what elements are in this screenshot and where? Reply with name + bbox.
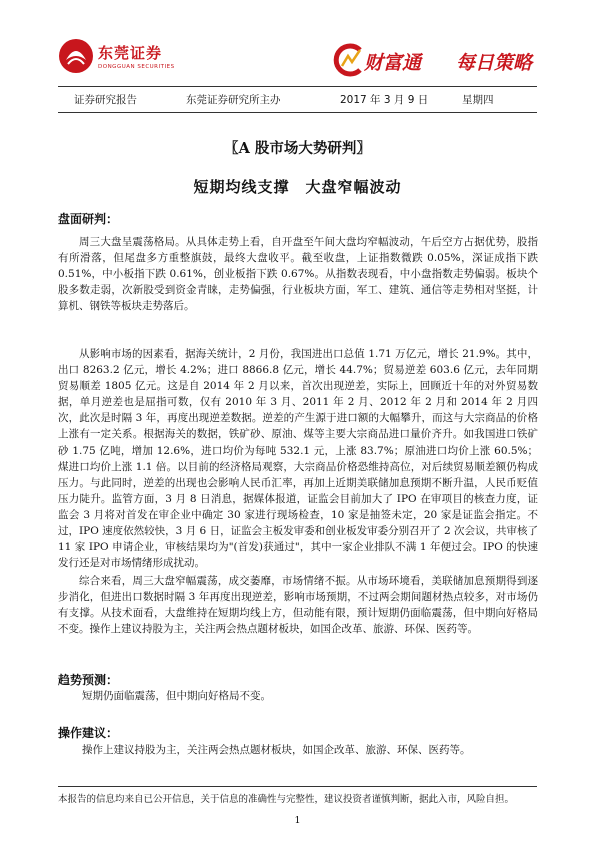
review-paragraph-3: 综合来看，周三大盘窄幅震荡，成交萎靡，市场情绪不振。从市场环境看，美联储加息预期得到逐步消化，但进出口数据时隔 3 年再度出现逆差，影响市场预期，不过两会期间题材热点较多，对市场仍有支撑。从技术面看，大盘维持在短期均线上方，但动能有限，预计短期仍面临震荡，但中期向好格局不变。操作上建议持股为主，关注两会热点题材板块，如国企改革、旅游、环保、医药等。 — [58, 575, 538, 636]
caifutong-daily-logo — [330, 42, 533, 82]
report-type: 证券研究报告 — [74, 94, 137, 106]
header-top-rule — [58, 86, 537, 87]
dongguan-securities-logo — [58, 38, 198, 78]
company-emblem-icon — [58, 38, 94, 74]
advice-section-label: 操作建议： — [58, 726, 119, 740]
trend-text: 短期仍面临震荡，但中期向好格局不变。 — [82, 690, 271, 702]
brand-daily-strategy: 每日策略 — [456, 52, 533, 74]
page-subtitle: 短期均线支撑 大盘窄幅波动 — [193, 178, 402, 196]
brand-name: 财富通 — [364, 52, 422, 74]
publisher: 东莞证券研究所主办 — [186, 94, 281, 106]
company-name-en: DONGGUAN SECURITIES — [98, 64, 175, 70]
footer-rule — [58, 786, 537, 787]
company-name-cn: 东莞证券 — [98, 44, 163, 62]
page-number: 1 — [294, 815, 301, 826]
advice-text: 操作上建议持股为主，关注两会热点题材板块，如国企改革、旅游、环保、医药等。 — [82, 744, 471, 756]
review-paragraph-2: 从影响市场的因素看，据海关统计，2 月份，我国进出口总值 1.71 万亿元，增长 21.9%。其中，出口 8263.2 亿元，增长 4.2%；进口 8866.8 亿元，增长 44.7%；贸易逆差 603.6 亿元，去年同期贸易顺差 1805 亿元。这是自 2014 年 2 月以来，首次出现逆差，实际上，回顾近十年的对外贸易数据，单月逆差也是屈指可数，仅有 2010 年 3 月、2011 年 2 月、2012 年 2 月和 2014 年 2 月四次，此次是时隔 3 年，再度出现逆差数据。逆差的产生源于进口额的大幅攀升，而这与大宗商品的价格上涨有一定关系。根据海关的数据，铁矿砂、原油、煤等主要大宗商品进口量价齐升。如我国进口铁矿砂 1.75 亿吨，增加 12.6%，进口均价为每吨 532.1 元，上涨 83.7%；原油进口均价上涨 60.5%；煤进口均价上涨 1.1 倍。以目前的经济格局观察，大宗商品价格恐维持高位，对后续贸易顺差额仍构成压力。与此同时，逆差的出现也会影响人民币汇率，再加上近期美联储加息预期不断升温，人民币贬值压力陡升。监管方面，3 月 8 日消息，据媒体报道，证监会目前加大了 IPO 在审项目的核查力度，证监会 3 月将对首发在审企业中确定 30 家进行现场检查，10 家是抽签未定，20 家是证监会指定。不过，IPO 速度依然较快，3 月 6 日，证监会主板发审委和创业板发审委分别召开了 2 次会议，共审核了 11 家 IPO 申请企业，审核结果均为"(首发)获通过"，其中一家企业排队不满 1 年便过会。IPO 的快速发行还是对市场情绪形成扰动。 — [58, 348, 538, 570]
trend-section-label: 趋势预测： — [58, 673, 119, 687]
caifutong-c-icon — [330, 42, 366, 78]
disclaimer: 本报告的信息均来自已公开信息，关于信息的准确性与完整性，建议投资者谨慎判断，据此入市，风险自担。 — [58, 794, 515, 805]
header-bottom-rule — [58, 112, 537, 113]
report-date: 2017 年 3 月 9 日 — [340, 94, 429, 106]
review-section-label: 盘面研判： — [58, 212, 119, 226]
review-paragraph-1: 周三大盘呈震荡格局。从具体走势上看，自开盘至午间大盘均窄幅波动，午后空方占据优势，股指有所滑落，但尾盘多方重整旗鼓，最终大盘收平。截至收盘，上证指数微跌 0.05%，深证成指下跌 0.51%，中小板指下跌 0.61%，创业板指下跌 0.67%。从指数表现看，中小盘指数走势偏弱。板块个股多数走弱，次新股受到资金青睐，走势偏强，行业板块方面，军工、建筑、通信等走势相对坚挺，计算机、钢铁等板块走势落后。 — [58, 236, 538, 313]
page-title: 〖A 股市场大势研判〗 — [224, 140, 371, 157]
report-weekday: 星期四 — [462, 94, 494, 106]
